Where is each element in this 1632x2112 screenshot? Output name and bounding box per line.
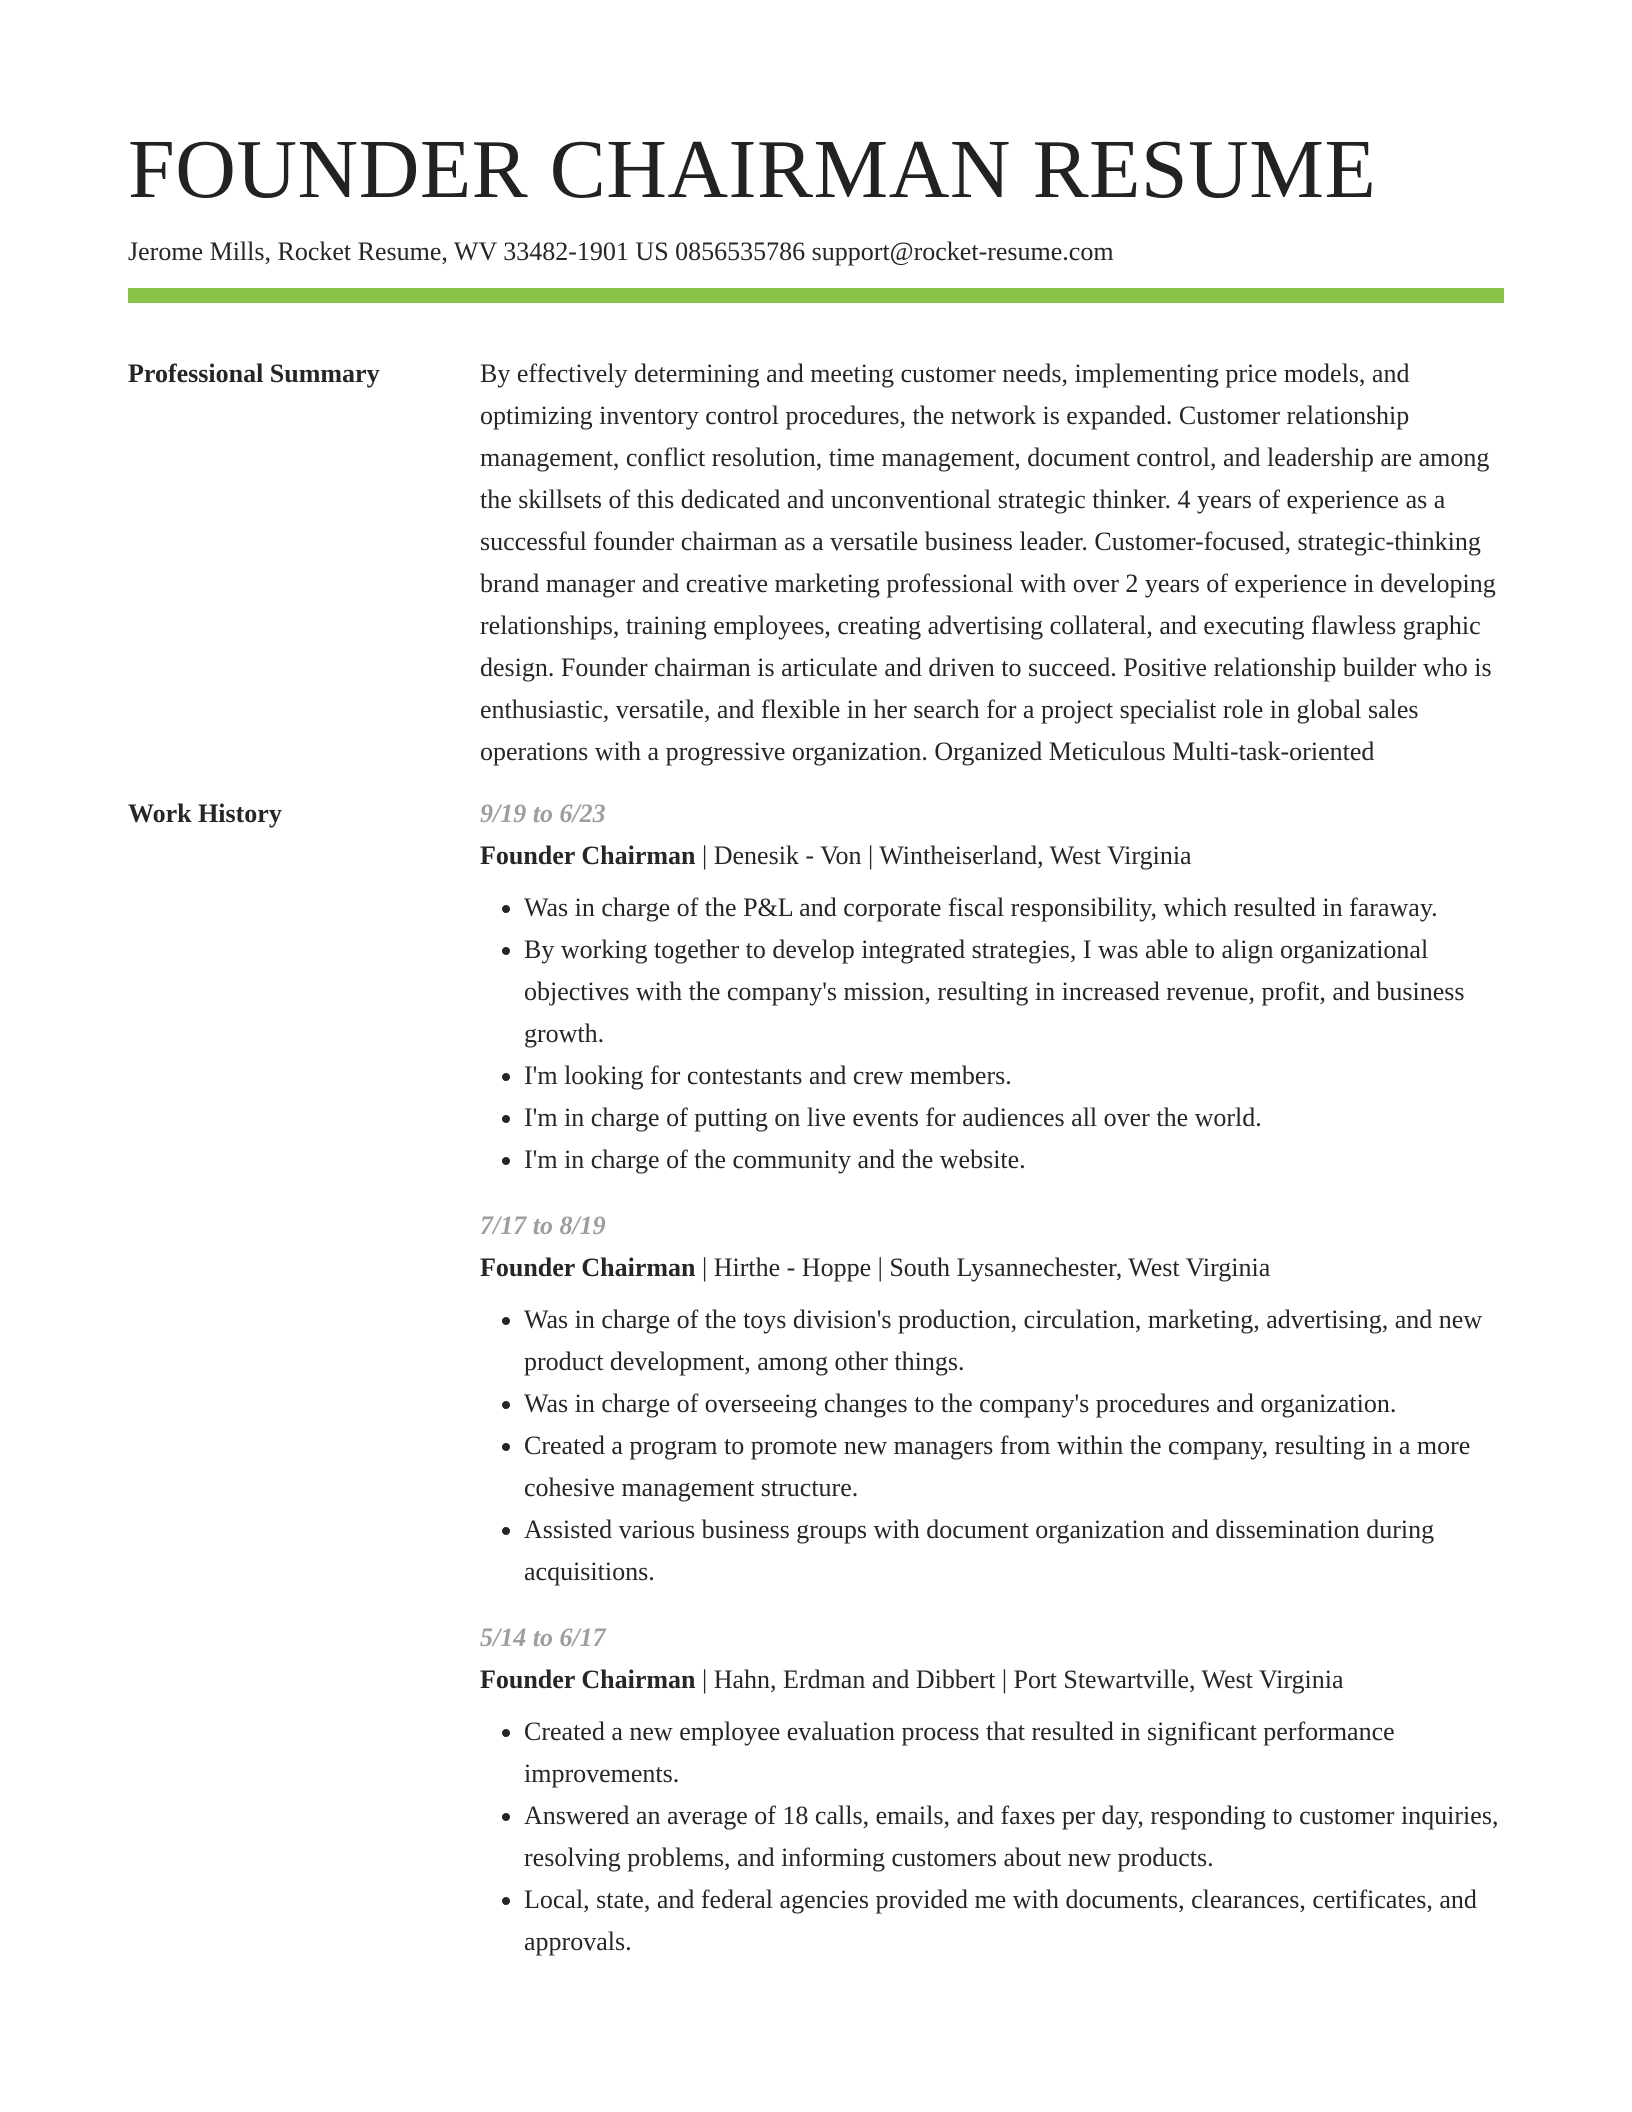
job-entry (480, 793, 1504, 1181)
contact-line: Jerome Mills, Rocket Resume, WV 33482-1901 US 0856535786 support@rocket-resume.com (128, 237, 1114, 266)
job-bullet: • Assisted various business groups with document organization and dissemination during acquisitions. (524, 1509, 1504, 1593)
job-bullet: • Created a program to promote new managers from within the company, resulting in a more cohesive management structure. (524, 1425, 1504, 1509)
job-bullets (480, 1711, 1504, 1963)
job-bullets (480, 887, 1504, 1181)
job-location: Port Stewartville, West Virginia (1013, 1665, 1344, 1694)
job-bullet: • Local, state, and federal agencies provided me with documents, clearances, certificates, and approvals. (524, 1879, 1504, 1963)
job-bullets (480, 1299, 1504, 1593)
job-company: Hirthe - Hoppe (713, 1253, 872, 1282)
work-history-section (128, 793, 1504, 1987)
job-heading: Founder Chairman | Denesik - Von | Wintheiserland, West Virginia (480, 841, 1192, 870)
resume-page (128, 0, 1504, 1987)
job-entry (480, 1617, 1504, 1963)
summary-text: By effectively determining and meeting customer needs, implementing price models, and optimizing inventory control procedures, the network is expanded. Customer relationship management, conflict resolution, time management, document control, and leadership are among the skillsets of this dedicated and unconventional strategic thinker. 4 years of experience as a successful founder chairman as a versatile business leader. Customer-focused, strategic-thinking brand manager and creative marketing professional with over 2 years of experience in developing relationships, training employees, creating advertising collateral, and executing flawless graphic design. Founder chairman is articulate and driven to succeed. Positive relationship builder who is enthusiastic, versatile, and flexible in her search for a project specialist role in global sales operations with a progressive organization. Organized Meticulous Multi-task-oriented (480, 359, 1496, 766)
job-entry (480, 1205, 1504, 1593)
job-bullet: • I'm in charge of the community and the website. (524, 1139, 1504, 1181)
summary-body (480, 353, 1504, 773)
job-location: South Lysannechester, West Virginia (889, 1253, 1271, 1282)
job-title: Founder Chairman (480, 841, 696, 870)
job-company: Denesik - Von (713, 841, 862, 870)
resume-title: FOUNDER CHAIRMAN RESUME (128, 123, 1377, 216)
job-heading: Founder Chairman | Hahn, Erdman and Dibbert | Port Stewartville, West Virginia (480, 1665, 1344, 1694)
work-history-body (480, 793, 1504, 1987)
job-dates: 7/17 to 8/19 (480, 1211, 606, 1240)
accent-divider (128, 288, 1504, 303)
professional-summary-section (128, 353, 1504, 773)
job-title: Founder Chairman (480, 1253, 696, 1282)
job-location: Wintheiserland, West Virginia (879, 841, 1192, 870)
job-bullet: • Was in charge of the P&L and corporate fiscal responsibility, which resulted in faraway. (524, 887, 1504, 929)
job-bullet: • Answered an average of 18 calls, emails, and faxes per day, responding to customer inquiries, resolving problems, and informing customers about new products. (524, 1795, 1504, 1879)
job-bullet: • Was in charge of the toys division's production, circulation, marketing, advertising, and new product development, among other things. (524, 1299, 1504, 1383)
job-heading: Founder Chairman | Hirthe - Hoppe | South Lysannechester, West Virginia (480, 1253, 1271, 1282)
job-dates: 5/14 to 6/17 (480, 1623, 606, 1652)
job-bullet: • Created a new employee evaluation process that resulted in significant performance improvements. (524, 1711, 1504, 1795)
job-bullet: • By working together to develop integrated strategies, I was able to align organizational objectives with the company's mission, resulting in increased revenue, profit, and business growth. (524, 929, 1504, 1055)
job-title: Founder Chairman (480, 1665, 696, 1694)
section-label-summary: Professional Summary (128, 359, 380, 388)
job-company: Hahn, Erdman and Dibbert (713, 1665, 996, 1694)
job-dates: 9/19 to 6/23 (480, 799, 606, 828)
job-bullet: • I'm in charge of putting on live events for audiences all over the world. (524, 1097, 1504, 1139)
job-bullet: • I'm looking for contestants and crew members. (524, 1055, 1504, 1097)
job-bullet: • Was in charge of overseeing changes to the company's procedures and organization. (524, 1383, 1504, 1425)
section-label-work-history: Work History (128, 799, 282, 828)
